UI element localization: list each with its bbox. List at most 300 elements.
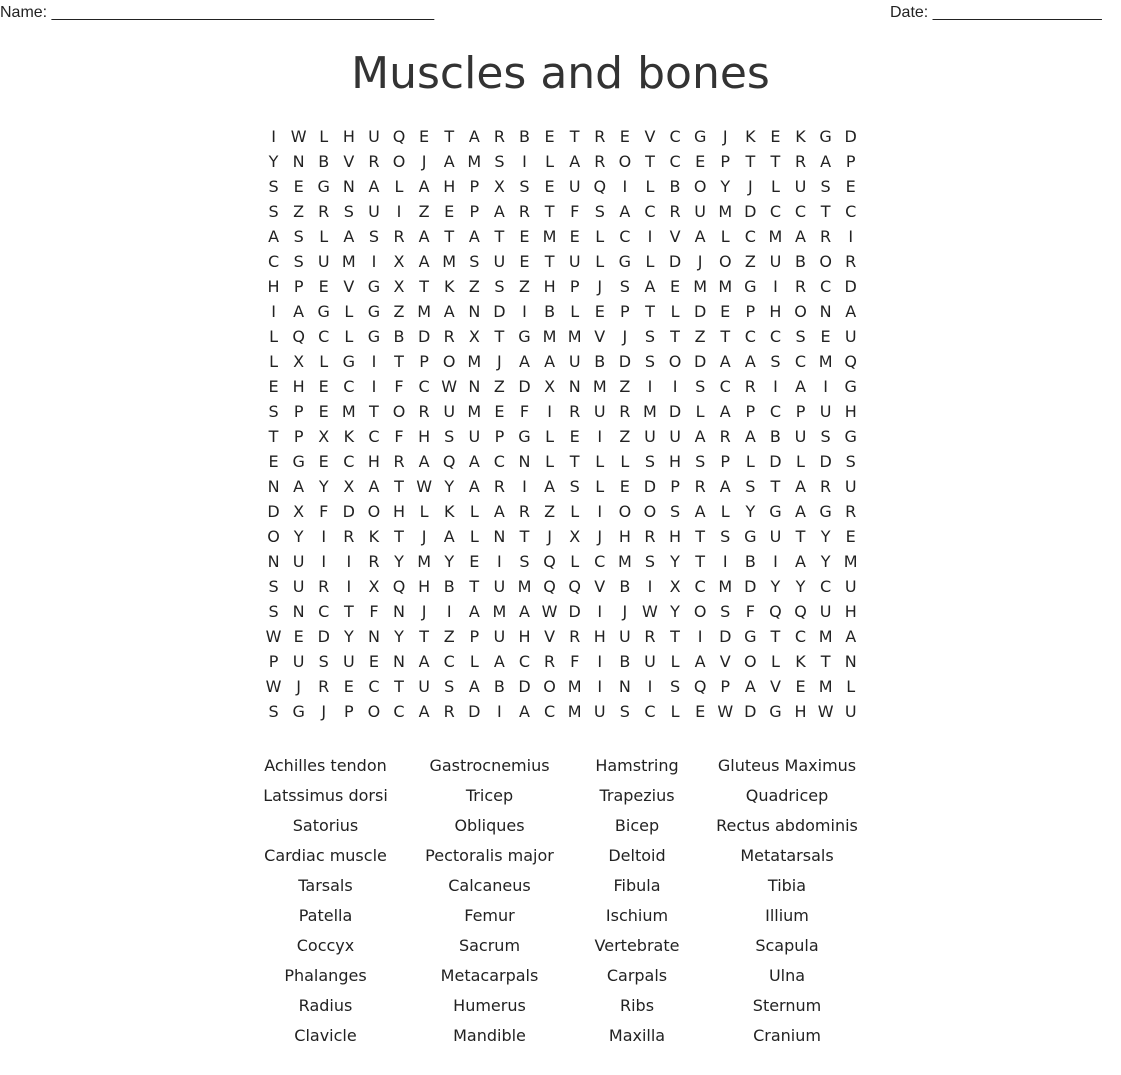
grid-letter: E [469, 552, 480, 571]
grid-letter: N [618, 677, 631, 696]
grid-letter: U [669, 427, 681, 446]
grid-letter: M [542, 227, 557, 246]
grid-letter: N [267, 552, 280, 571]
grid-row [261, 574, 863, 599]
grid-letter: T [695, 527, 706, 546]
grid-letter: R [669, 202, 681, 221]
grid-letter: R [318, 677, 330, 696]
grid-letter: Z [519, 277, 530, 296]
grid-letter: E [619, 477, 630, 496]
grid-letter: J [697, 252, 703, 271]
grid-letter: W [541, 602, 558, 621]
grid-letter: G [819, 502, 832, 521]
grid-letter: T [569, 127, 580, 146]
grid-letter: J [547, 527, 552, 546]
grid-letter: A [719, 402, 731, 421]
word-bank-item: Latssimus dorsi [263, 785, 388, 805]
grid-letter: I [522, 152, 527, 171]
grid-row [261, 174, 863, 199]
grid-letter: P [720, 452, 731, 471]
grid-letter: D [518, 677, 531, 696]
grid-letter: X [393, 252, 405, 271]
grid-letter: M [492, 602, 507, 621]
grid-letter: Y [670, 602, 680, 621]
grid-letter: S [695, 377, 706, 396]
grid-letter: B [795, 252, 806, 271]
grid-letter: F [369, 602, 379, 621]
grid-letter: V [343, 277, 355, 296]
word-bank-item: Quadricep [745, 785, 829, 805]
grid-row [261, 324, 863, 349]
grid-letter: E [720, 302, 731, 321]
grid-letter: I [647, 227, 653, 246]
grid-letter: A [719, 477, 731, 496]
grid-letter: U [844, 577, 857, 596]
grid-letter: W [416, 477, 433, 496]
grid-letter: A [418, 177, 430, 196]
grid-letter: T [268, 427, 279, 446]
grid-letter: N [393, 652, 405, 671]
grid-letter: J [296, 677, 301, 696]
grid-letter: S [268, 577, 279, 596]
grid-letter: Z [694, 327, 706, 346]
grid-letter: I [321, 552, 327, 571]
grid-letter: R [820, 227, 832, 246]
word-bank-item: Cranium [753, 1025, 821, 1045]
grid-letter: B [619, 652, 631, 671]
grid-letter: U [568, 352, 581, 371]
grid-letter: L [796, 452, 805, 471]
grid-letter: M [341, 402, 356, 421]
grid-letter: K [343, 427, 355, 446]
grid-letter: E [770, 127, 781, 146]
grid-letter: S [720, 527, 731, 546]
grid-letter: A [468, 127, 480, 146]
grid-letter: R [694, 477, 706, 496]
grid-letter: R [820, 477, 832, 496]
grid-letter: S [444, 677, 455, 696]
grid-letter: U [368, 202, 380, 221]
grid-letter: P [469, 177, 480, 196]
grid-letter: L [394, 177, 404, 196]
grid-letter: S [619, 277, 630, 296]
grid-letter: D [719, 627, 732, 646]
grid-letter: G [518, 327, 531, 346]
grid-letter: Y [394, 627, 404, 646]
grid-letter: J [597, 277, 603, 296]
grid-letter: I [547, 402, 552, 421]
grid-letter: W [441, 377, 458, 396]
grid-letter: B [318, 152, 330, 171]
grid-letter: D [693, 352, 707, 371]
grid-row [261, 249, 863, 274]
grid-letter: U [694, 202, 706, 221]
grid-letter: V [544, 627, 556, 646]
grid-letter: R [318, 577, 330, 596]
grid-letter: M [567, 677, 582, 696]
grid-letter: U [794, 427, 807, 446]
grid-letter: E [820, 327, 831, 346]
grid-letter: T [695, 552, 706, 571]
grid-letter: P [720, 152, 731, 171]
grid-letter: C [318, 327, 330, 346]
grid-letter: I [672, 377, 678, 396]
grid-letter: K [795, 652, 806, 671]
grid-letter: A [619, 202, 631, 221]
grid-letter: D [342, 502, 355, 521]
grid-letter: J [597, 527, 603, 546]
grid-letter: L [545, 427, 555, 446]
grid-letter: A [744, 677, 756, 696]
grid-letter: N [393, 602, 405, 621]
grid-letter: K [795, 127, 806, 146]
grid-row [261, 524, 863, 549]
grid-letter: S [268, 202, 279, 221]
grid-letter: F [319, 502, 329, 521]
grid-letter: Q [693, 677, 707, 696]
word-bank-item: Pectoralis major [425, 845, 554, 865]
grid-letter: D [668, 402, 682, 421]
grid-letter: I [346, 577, 352, 596]
grid-letter: D [618, 352, 632, 371]
grid-letter: S [770, 352, 781, 371]
grid-letter: I [848, 227, 854, 246]
grid-letter: M [567, 702, 582, 721]
grid-letter: A [493, 202, 505, 221]
grid-letter: M [617, 552, 632, 571]
grid-letter: F [519, 402, 530, 421]
grid-letter: L [545, 452, 555, 471]
word-bank-item: Tarsals [298, 875, 353, 895]
grid-letter: D [819, 452, 832, 471]
grid-letter: H [443, 177, 456, 196]
grid-letter: W [265, 627, 282, 646]
grid-row [261, 599, 863, 624]
word-bank-item: Coccyx [296, 935, 355, 955]
word-bank-item: Maxilla [608, 1025, 666, 1045]
grid-letter: E [845, 527, 856, 546]
grid-letter: L [469, 652, 479, 671]
grid-letter: T [544, 252, 555, 271]
grid-letter: T [394, 677, 404, 696]
grid-letter: N [468, 302, 481, 321]
grid-letter: C [794, 352, 807, 371]
grid-letter: P [745, 302, 756, 321]
grid-row [261, 274, 863, 299]
grid-letter: J [421, 152, 427, 171]
grid-letter: E [519, 227, 530, 246]
grid-letter: S [268, 602, 279, 621]
grid-letter: S [293, 252, 304, 271]
grid-letter: Z [443, 627, 455, 646]
grid-letter: G [317, 302, 330, 321]
grid-row [261, 499, 863, 524]
grid-letter: U [619, 627, 631, 646]
grid-letter: U [844, 702, 857, 721]
grid-letter: S [669, 502, 681, 521]
grid-letter: H [669, 452, 682, 471]
grid-letter: F [570, 652, 580, 671]
grid-letter: I [597, 502, 603, 521]
grid-letter: G [292, 452, 305, 471]
grid-letter: U [368, 127, 380, 146]
page-title: Muscles and bones [351, 48, 770, 99]
grid-letter: L [645, 177, 655, 196]
grid-letter: A [569, 152, 581, 171]
grid-letter: O [392, 152, 406, 171]
grid-letter: I [371, 352, 377, 371]
grid-letter: S [519, 552, 530, 571]
grid-letter: C [368, 427, 380, 446]
grid-letter: M [643, 402, 657, 421]
grid-letter: O [267, 527, 280, 546]
grid-letter: U [342, 652, 355, 671]
grid-letter: I [597, 602, 603, 621]
grid-letter: M [467, 402, 482, 421]
grid-letter: E [318, 277, 329, 296]
grid-letter: E [669, 277, 681, 296]
grid-letter: L [595, 452, 605, 471]
grid-letter: U [468, 427, 481, 446]
grid-letter: Y [343, 627, 354, 646]
grid-letter: A [443, 302, 455, 321]
grid-letter: Y [444, 552, 455, 571]
grid-letter: I [722, 552, 728, 571]
grid-letter: A [268, 227, 280, 246]
grid-letter: R [569, 627, 581, 646]
grid-letter: M [768, 227, 783, 246]
grid-letter: A [744, 427, 756, 446]
grid-letter: J [622, 602, 628, 621]
grid-letter: R [393, 452, 405, 471]
grid-letter: Q [292, 327, 305, 346]
grid-letter: J [622, 327, 628, 346]
grid-letter: U [317, 252, 330, 271]
grid-letter: S [820, 427, 831, 446]
grid-letter: I [597, 652, 603, 671]
grid-letter: P [569, 277, 580, 296]
grid-letter: G [367, 327, 381, 346]
grid-letter: A [493, 502, 505, 521]
grid-letter: G [769, 502, 782, 521]
grid-letter: Q [392, 127, 406, 146]
grid-letter: T [745, 152, 756, 171]
grid-letter: N [518, 452, 531, 471]
grid-letter: S [368, 227, 379, 246]
grid-letter: E [569, 227, 580, 246]
grid-letter: T [770, 627, 781, 646]
grid-letter: M [542, 327, 557, 346]
grid-letter: M [467, 152, 482, 171]
grid-letter: Q [769, 602, 782, 621]
grid-letter: E [544, 177, 555, 196]
grid-letter: E [494, 402, 505, 421]
grid-letter: I [522, 477, 527, 496]
grid-letter: Y [795, 577, 806, 596]
grid-letter: S [293, 227, 304, 246]
grid-letter: A [468, 677, 480, 696]
grid-letter: T [394, 527, 404, 546]
grid-letter: L [720, 502, 730, 521]
grid-letter: L [319, 127, 329, 146]
grid-letter: E [845, 177, 856, 196]
word-bank-item: Ribs [619, 995, 655, 1015]
grid-letter: R [845, 252, 857, 271]
grid-letter: I [321, 527, 327, 546]
grid-letter: C [443, 652, 455, 671]
grid-letter: R [794, 152, 807, 171]
grid-letter: P [720, 677, 731, 696]
grid-letter: C [769, 202, 781, 221]
grid-row [261, 474, 863, 499]
grid-letter: R [845, 502, 857, 521]
grid-letter: P [845, 152, 856, 171]
grid-letter: J [421, 527, 427, 546]
grid-letter: M [442, 252, 457, 271]
grid-letter: Y [670, 552, 680, 571]
grid-letter: T [720, 327, 731, 346]
grid-letter: E [318, 452, 329, 471]
grid-letter: H [769, 302, 782, 321]
grid-row [261, 124, 863, 149]
grid-letter: E [594, 302, 605, 321]
grid-letter: A [694, 227, 706, 246]
grid-letter: Q [568, 577, 581, 596]
grid-letter: L [469, 527, 479, 546]
grid-letter: G [744, 627, 757, 646]
word-bank-item: Femur [464, 905, 515, 925]
grid-letter: O [618, 152, 632, 171]
grid-letter: U [844, 477, 857, 496]
grid-letter: S [644, 327, 656, 346]
grid-letter: M [843, 552, 858, 571]
word-bank-item: Metatarsals [740, 845, 834, 865]
grid-letter: X [669, 577, 681, 596]
grid-row [261, 199, 863, 224]
grid-letter: L [770, 652, 780, 671]
grid-letter: J [321, 702, 327, 721]
grid-row [261, 624, 863, 649]
grid-letter: A [719, 352, 731, 371]
grid-letter: B [393, 327, 405, 346]
grid-letter: N [342, 177, 355, 196]
grid-letter: U [493, 252, 506, 271]
grid-letter: G [367, 277, 381, 296]
grid-letter: W [265, 677, 282, 696]
grid-letter: M [818, 352, 833, 371]
grid-letter: M [718, 277, 733, 296]
grid-row [261, 549, 863, 574]
grid-letter: U [418, 677, 430, 696]
grid-letter: T [519, 527, 530, 546]
grid-letter: N [493, 527, 506, 546]
grid-letter: A [694, 427, 706, 446]
grid-letter: O [643, 502, 657, 521]
grid-letter: X [544, 377, 556, 396]
grid-letter: V [594, 327, 606, 346]
grid-letter: I [597, 427, 603, 446]
grid-letter: B [669, 177, 681, 196]
grid-letter: C [744, 227, 756, 246]
grid-letter: F [745, 602, 755, 621]
grid-letter: D [693, 302, 707, 321]
grid-letter: A [468, 602, 480, 621]
grid-letter: C [694, 577, 706, 596]
grid-letter: A [795, 552, 806, 571]
grid-letter: O [392, 402, 406, 421]
grid-letter: M [417, 302, 432, 321]
grid-letter: R [493, 127, 505, 146]
grid-letter: E [268, 452, 279, 471]
grid-letter: H [844, 602, 857, 621]
grid-letter: Q [543, 552, 556, 571]
grid-letter: A [644, 277, 656, 296]
grid-letter: H [342, 127, 355, 146]
word-bank-item: Hamstring [595, 755, 679, 775]
grid-letter: L [344, 327, 354, 346]
grid-letter: D [568, 602, 581, 621]
grid-letter: H [393, 502, 406, 521]
grid-letter: W [717, 702, 734, 721]
grid-letter: T [820, 652, 831, 671]
grid-letter: C [267, 252, 280, 271]
grid-letter: R [518, 502, 531, 521]
grid-letter: G [693, 127, 707, 146]
grid-letter: G [367, 302, 381, 321]
grid-letter: X [293, 352, 305, 371]
grid-letter: C [769, 402, 781, 421]
word-bank-item: Satorius [292, 815, 359, 835]
word-bank-item: Ischium [605, 905, 669, 925]
grid-letter: H [669, 527, 682, 546]
grid-letter: Z [544, 502, 556, 521]
grid-letter: A [468, 477, 480, 496]
grid-letter: G [744, 277, 757, 296]
grid-letter: I [597, 677, 603, 696]
grid-letter: T [419, 277, 429, 296]
word-bank-item: Mandible [453, 1025, 526, 1045]
grid-letter: J [747, 177, 753, 196]
grid-letter: C [845, 202, 857, 221]
grid-letter: C [543, 702, 556, 721]
grid-letter: Z [468, 277, 480, 296]
grid-letter: U [292, 577, 305, 596]
grid-letter: N [844, 652, 857, 671]
grid-letter: U [493, 577, 506, 596]
grid-letter: O [819, 252, 832, 271]
grid-row [261, 299, 863, 324]
grid-letter: T [419, 627, 429, 646]
grid-letter: D [417, 327, 431, 346]
grid-letter: E [318, 402, 329, 421]
grid-letter: L [545, 152, 555, 171]
grid-letter: R [594, 152, 606, 171]
grid-letter: Z [619, 427, 631, 446]
grid-letter: S [644, 552, 656, 571]
grid-letter: S [268, 177, 279, 196]
grid-letter: S [343, 202, 354, 221]
grid-letter: P [344, 702, 354, 721]
grid-letter: R [443, 327, 455, 346]
grid-letter: C [368, 677, 380, 696]
grid-letter: U [568, 177, 581, 196]
grid-letter: A [845, 302, 857, 321]
grid-letter: H [292, 377, 305, 396]
grid-letter: Q [794, 602, 807, 621]
grid-letter: U [794, 177, 807, 196]
grid-letter: L [269, 352, 278, 371]
grid-letter: S [820, 177, 831, 196]
